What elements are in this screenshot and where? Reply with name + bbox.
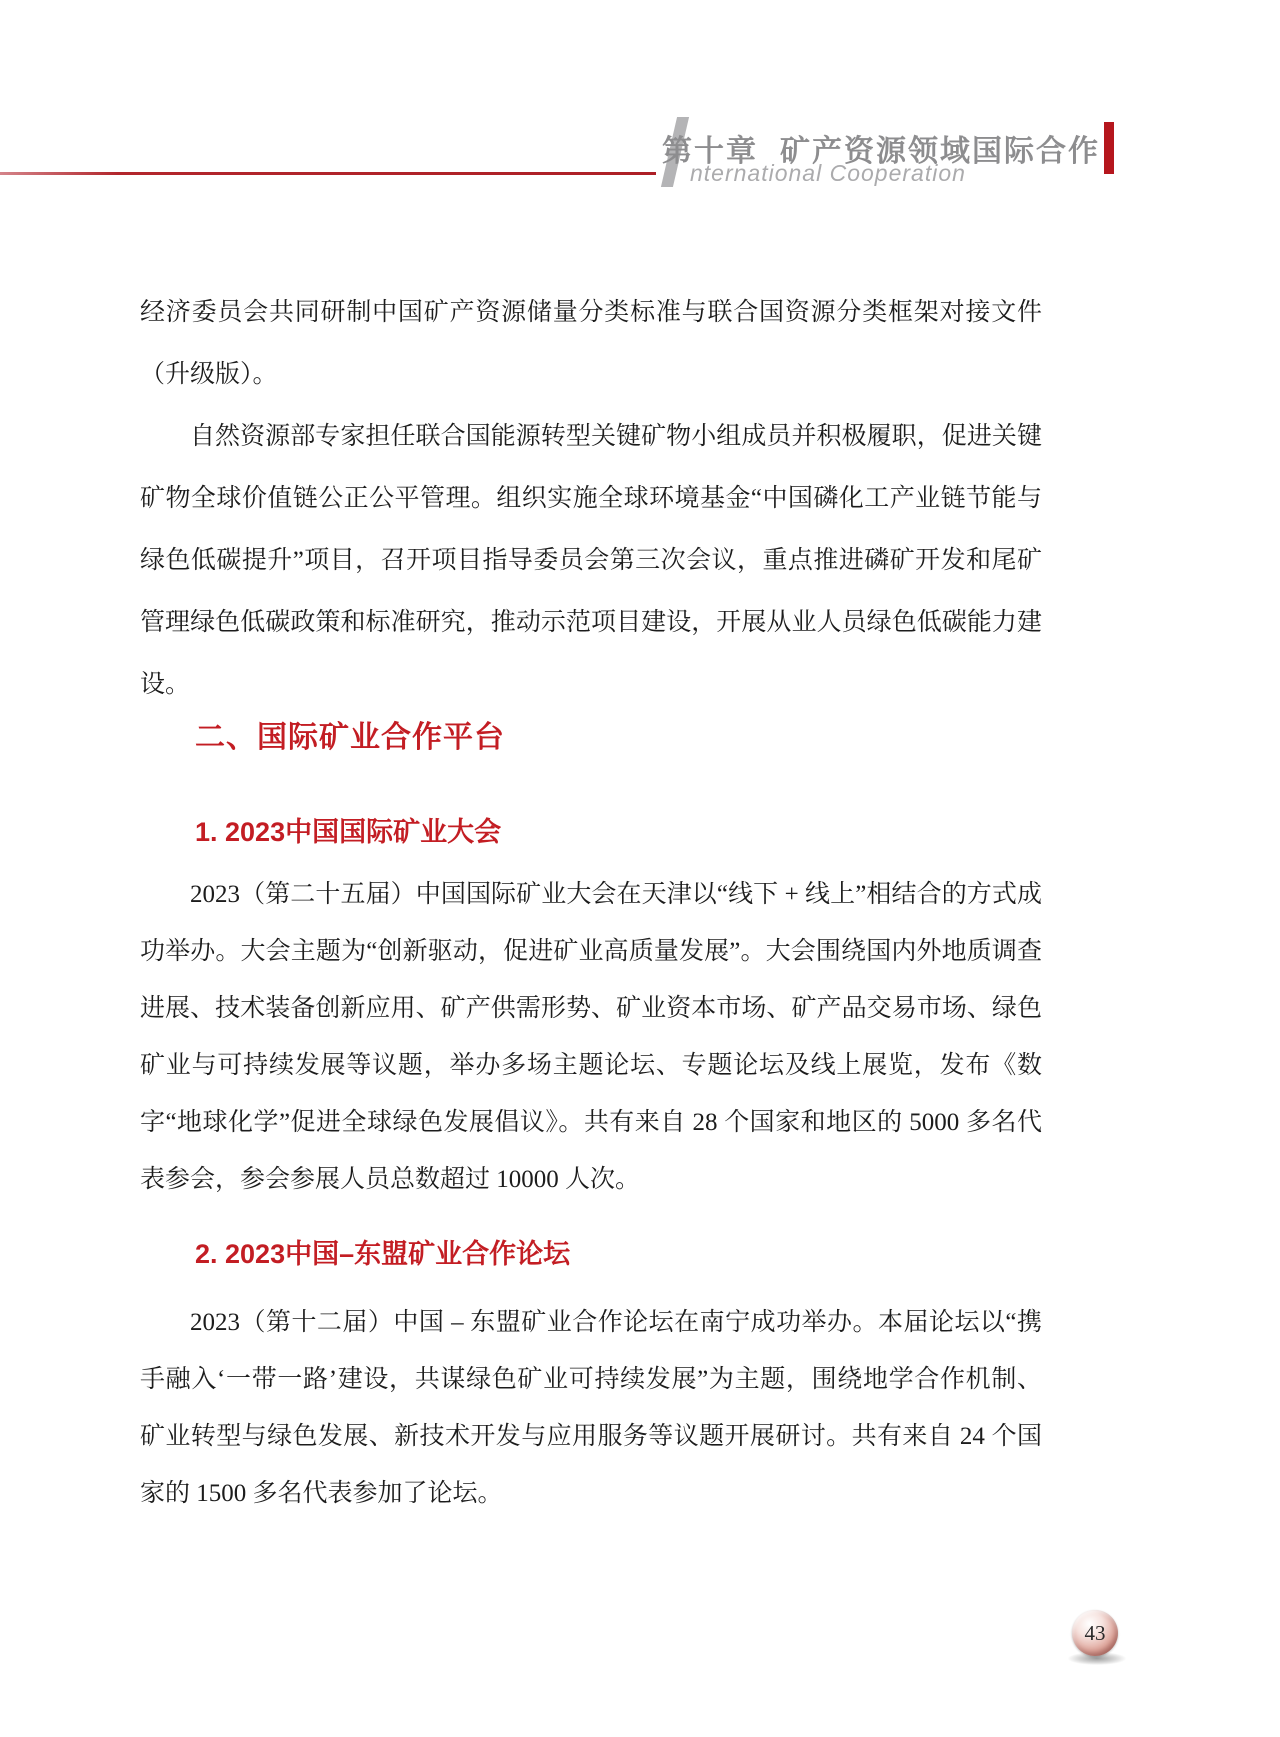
subsection2-paragraph: 2023（第十二届）中国 – 东盟矿业合作论坛在南宁成功举办。本届论坛以“携手融入‘一带一路’建设，共谋绿色矿业可持续发展”为主题，围绕地学合作机制、矿业转型与绿色发展、新技术开发与应用服务等议题开展研讨。共有来自 24 个国家的 1500 多名代表参加了论坛。 bbox=[140, 1309, 1042, 1507]
header-red-rule bbox=[0, 172, 656, 175]
page-number: 43 bbox=[1084, 1620, 1106, 1645]
subsection1-paragraph: 2023（第二十五届）中国国际矿业大会在天津以“线下 + 线上”相结合的方式成功举办。大会主题为“创新驱动，促进矿业高质量发展”。大会围绕国内外地质调查进展、技术装备创新应用、矿产供需形势、矿业资本市场、矿产品交易市场、绿色矿业与可持续发展等议题，举办多场主题论坛、专题论坛及线上展览，发布《数字“地球化学”促进全球绿色发展倡议》。共有来自 28 个国家和地区的 5000 多名代表参会，参会参展人员总数超过 10000 人次。 bbox=[140, 881, 1042, 1193]
paragraph-natural-resources: 自然资源部专家担任联合国能源转型关键矿物小组成员并积极履职，促进关键矿物全球价值链公正公平管理。组织实施全球环境基金“中国磷化工产业链节能与绿色低碳提升”项目，召开项目指导委员会第三次会议，重点推进磷矿开发和尾矿管理绿色低碳政策和标准研究，推动示范项目建设，开展从业人员绿色低碳能力建设。 bbox=[140, 423, 1042, 698]
subsection2-heading: 2. 2023中国–东盟矿业合作论坛 bbox=[195, 1239, 571, 1269]
paragraph-continued: 经济委员会共同研制中国矿产资源储量分类标准与联合国资源分类框架对接文件（升级版）。 bbox=[140, 299, 1042, 388]
page-number-ball bbox=[1072, 1610, 1118, 1656]
section-heading: 二、国际矿业合作平台 bbox=[195, 721, 505, 754]
chapter-number: 第十章 bbox=[662, 135, 758, 168]
header-red-bar bbox=[1104, 122, 1114, 174]
chapter-subtitle-english: nternational Cooperation bbox=[690, 160, 966, 186]
subsection1-heading: 1. 2023中国国际矿业大会 bbox=[195, 817, 502, 847]
chapter-name: 矿产资源领域国际合作 bbox=[780, 135, 1100, 168]
